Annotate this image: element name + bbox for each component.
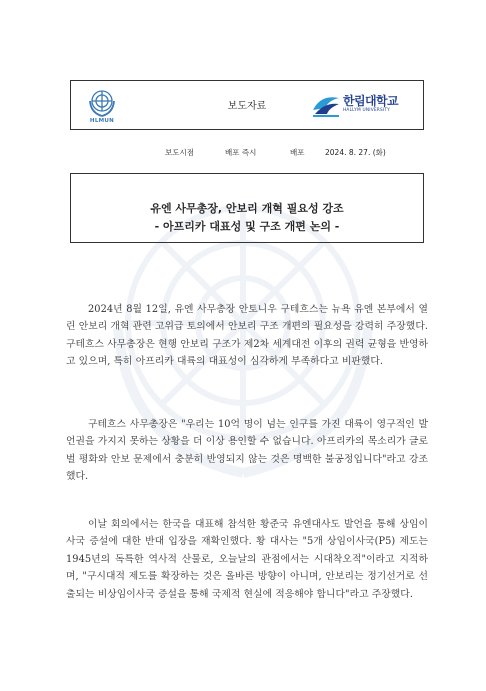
body-paragraph-2 [66, 416, 428, 486]
release-time-label: 보도시점 [165, 148, 194, 157]
release-date-value: 2024. 8. 27. (화) [325, 148, 386, 157]
header-box [70, 80, 424, 130]
hallym-emblem-icon [311, 92, 341, 118]
paragraph-text: 구테흐스 사무총장은 "우리는 10억 명이 넘는 인구를 가진 대륙이 영구적인 발언권을 가지지 못하는 상황을 더 이상 용인할 수 없습니다. 아프리카의 목소리가 글로벌 평화와 안보 문제에서 충분히 반영되지 않는 것은 명백한 불공정입니다"라고 강조했다. [66, 419, 428, 483]
body-paragraph-3 [66, 516, 428, 603]
hallym-university-logo [311, 90, 415, 122]
release-date-label: 배포 [290, 148, 305, 157]
paragraph-text: 2024년 8월 12일, 유엔 사무총장 안토니우 구테흐스는 뉴욕 유엔 본부에서 열린 안보리 개혁 관련 고위급 토의에서 안보리 구조 개편의 필요성을 강력히 주장했다. 구테흐스 사무총장은 현행 안보리 구조가 제2차 세계대전 이후의 권력 균형을 반영하고 있으며, 특히 아프리카 대륙의 대표성이 심각하게 부족하다고 비판했다. [66, 304, 428, 368]
paragraph-text: 이날 회의에서는 한국을 대표해 참석한 황준국 유엔대사도 발언을 통해 상임이사국 증설에 대한 반대 입장을 재확인했다. 황 대사는 "5개 상임이사국(P5) 제도는 1945년의 독특한 역사적 산물로, 오늘날의 관점에서는 시대착오적"이라고 지적하며, "구시대적 제도를 확장하는 것은 올바른 방향이 아니며, 안보리는 정기선거로 선출되는 비상임이사국 증설을 통해 국제적 현실에 적응해야 합니다"라고 주장했다. [66, 519, 428, 600]
release-time-value: 배포 즉시 [225, 148, 257, 157]
release-info [165, 147, 386, 158]
subheadline: - 아프리카 대표성 및 구조 개편 논의 - [154, 220, 340, 233]
body-paragraph-1 [66, 301, 428, 371]
hlmun-caption: HLMUN [89, 118, 115, 124]
headline-box [70, 173, 424, 243]
hallym-name: 한림대학교 [343, 94, 398, 108]
document-type-title: 보도자료 [227, 101, 267, 112]
headline: 유엔 사무총장, 안보리 개혁 필요성 강조 [150, 202, 344, 215]
hallym-name-english: HALLYM UNIVERSITY [343, 108, 390, 113]
